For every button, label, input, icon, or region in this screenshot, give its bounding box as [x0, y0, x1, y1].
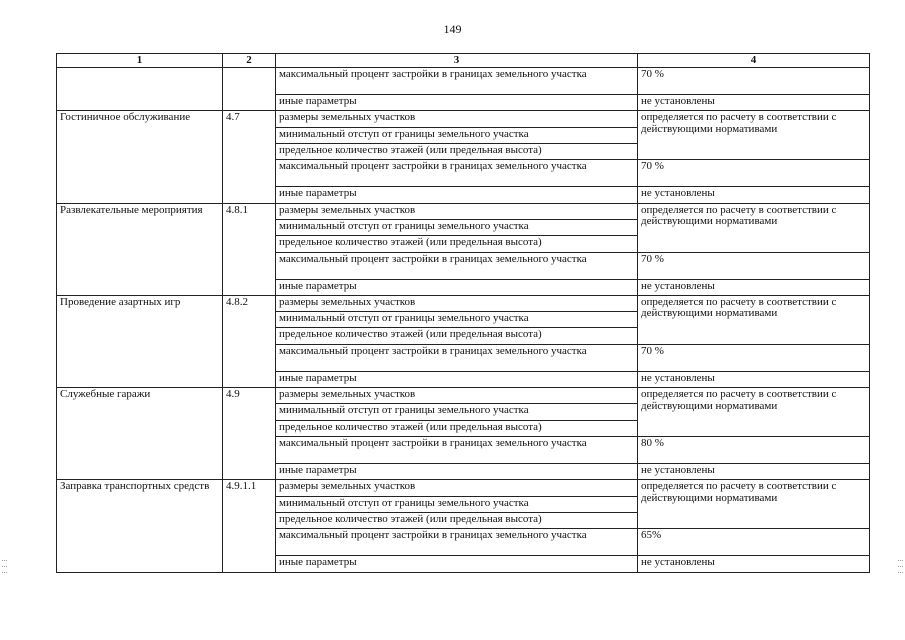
carry-over-use-cell — [57, 68, 223, 111]
param-value-other: не установлены — [638, 556, 870, 573]
param-value-percent: 65% — [638, 529, 870, 556]
param-value-percent: 70 % — [638, 344, 870, 371]
carry-over-code-cell — [223, 68, 276, 111]
param-label: минимальный отступ от границы земельного участка — [276, 312, 638, 328]
param-value: не установлены — [638, 95, 870, 111]
param-value-other: не установлены — [638, 187, 870, 203]
param-label: иные параметры — [276, 279, 638, 295]
use-type-name: Заправка транспортных средств — [57, 480, 223, 573]
page-number: 149 — [443, 22, 462, 36]
margin-mark — [2, 572, 7, 573]
param-value-percent: 70 % — [638, 160, 870, 187]
header-col-3: 3 — [276, 54, 638, 68]
param-value-other: не установлены — [638, 464, 870, 480]
header-row — [57, 54, 870, 68]
param-label: предельное количество этажей (или предельная высота) — [276, 328, 638, 344]
param-label: максимальный процент застройки в границах земельного участка — [276, 252, 638, 279]
use-type-code: 4.8.1 — [223, 203, 276, 295]
param-label: максимальный процент застройки в границах земельного участка — [276, 68, 638, 95]
param-label: иные параметры — [276, 464, 638, 480]
param-value-percent: 70 % — [638, 252, 870, 279]
use-type-name: Развлекательные мероприятия — [57, 203, 223, 295]
param-label: размеры земельных участков — [276, 111, 638, 127]
param-label: минимальный отступ от границы земельного участка — [276, 127, 638, 143]
param-value-other: не установлены — [638, 371, 870, 387]
param-label: размеры земельных участков — [276, 388, 638, 404]
param-value-merged: определяется по расчету в соответствии с действующими нормативами — [638, 111, 870, 160]
margin-mark — [2, 566, 7, 567]
param-value-merged: определяется по расчету в соответствии с действующими нормативами — [638, 203, 870, 252]
use-type-code: 4.7 — [223, 111, 276, 203]
header-col-4: 4 — [638, 54, 870, 68]
margin-mark — [898, 566, 903, 567]
group-row — [57, 203, 870, 219]
group-row — [57, 295, 870, 311]
group-row — [57, 111, 870, 127]
margin-mark — [2, 560, 7, 561]
param-label: максимальный процент застройки в границах земельного участка — [276, 529, 638, 556]
param-label: иные параметры — [276, 187, 638, 203]
param-label: размеры земельных участков — [276, 295, 638, 311]
param-label: предельное количество этажей (или предельная высота) — [276, 420, 638, 436]
param-label: минимальный отступ от границы земельного участка — [276, 404, 638, 420]
land-use-parameters-table — [56, 53, 870, 573]
group-row — [57, 480, 870, 496]
param-value-merged: определяется по расчету в соответствии с действующими нормативами — [638, 480, 870, 529]
param-label: минимальный отступ от границы земельного участка — [276, 496, 638, 512]
param-label: размеры земельных участков — [276, 203, 638, 219]
use-type-code: 4.9.1.1 — [223, 480, 276, 573]
param-label: предельное количество этажей (или предельная высота) — [276, 236, 638, 252]
param-value: 70 % — [638, 68, 870, 95]
param-label: предельное количество этажей (или предельная высота) — [276, 513, 638, 529]
param-label: максимальный процент застройки в границах земельного участка — [276, 160, 638, 187]
header-col-2: 2 — [223, 54, 276, 68]
use-type-code: 4.8.2 — [223, 295, 276, 387]
use-type-name: Служебные гаражи — [57, 388, 223, 480]
param-value-merged: определяется по расчету в соответствии с действующими нормативами — [638, 388, 870, 437]
margin-mark — [898, 572, 903, 573]
use-type-name: Проведение азартных игр — [57, 295, 223, 387]
use-type-name: Гостиничное обслуживание — [57, 111, 223, 203]
param-value-merged: определяется по расчету в соответствии с действующими нормативами — [638, 295, 870, 344]
carry-over-row — [57, 68, 870, 95]
param-label: минимальный отступ от границы земельного участка — [276, 219, 638, 235]
param-label: иные параметры — [276, 371, 638, 387]
use-type-code: 4.9 — [223, 388, 276, 480]
param-label: максимальный процент застройки в границах земельного участка — [276, 344, 638, 371]
group-row — [57, 388, 870, 404]
param-label: максимальный процент застройки в границах земельного участка — [276, 437, 638, 464]
param-label: иные параметры — [276, 95, 638, 111]
param-label: иные параметры — [276, 556, 638, 573]
header-col-1: 1 — [57, 54, 223, 68]
param-value-percent: 80 % — [638, 437, 870, 464]
param-value-other: не установлены — [638, 279, 870, 295]
param-label: предельное количество этажей (или предельная высота) — [276, 143, 638, 159]
margin-mark — [898, 560, 903, 561]
param-label: размеры земельных участков — [276, 480, 638, 496]
